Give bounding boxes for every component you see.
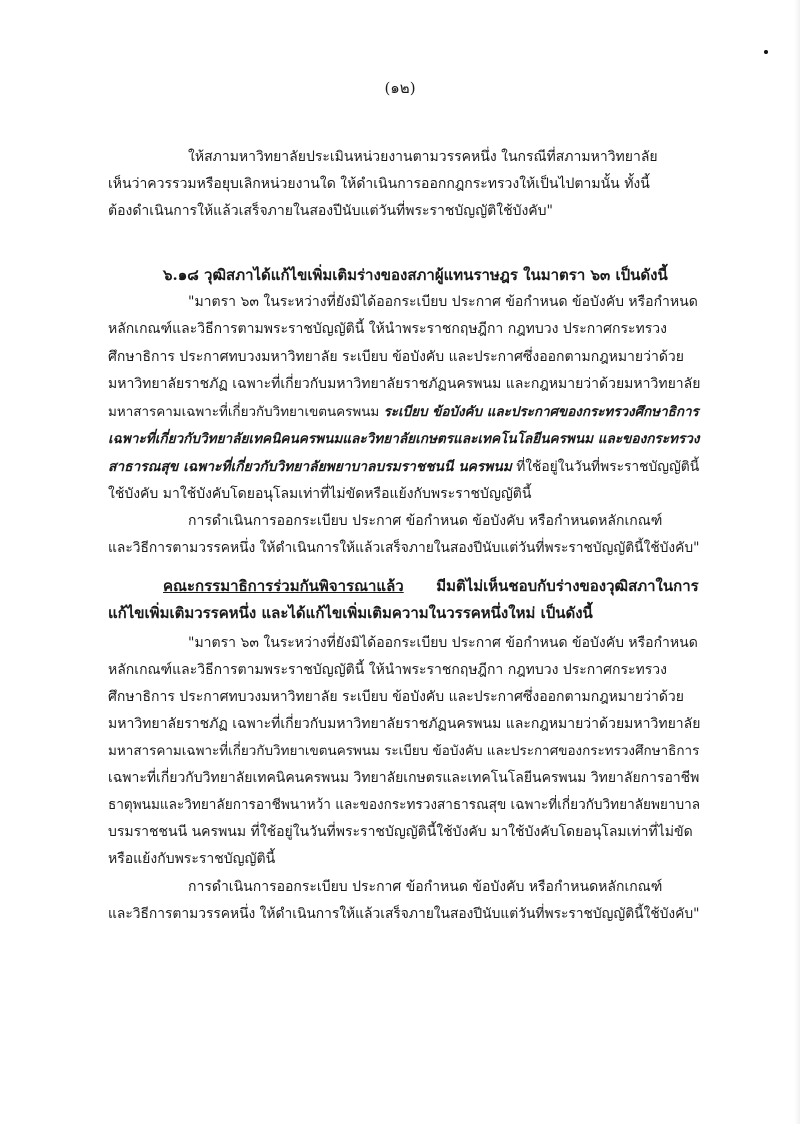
paragraph-line: มหาวิทยาลัยราชภัฏ เฉพาะที่เกี่ยวกับมหาวิทยาลัยราชภัฏนครพนม และกฎหมายว่าด้วยมหาวิทยาลัย	[108, 376, 701, 392]
paragraph-line: มหาสารคามเฉพาะที่เกี่ยวกับวิทยาเขตนครพนม ระเบียบ ข้อบังคับ และประกาศของกระทรวงศึกษาธิการ	[108, 743, 700, 759]
committee-line	[163, 577, 699, 595]
scan-edge	[794, 0, 800, 1124]
paragraph-line: และวิธีการตามวรรคหนึ่ง ให้ดำเนินการให้แล้วเสร็จภายในสองปีนับแต่วันที่พระราชบัญญัตินี้ใช้บังคับ"	[108, 906, 700, 922]
paragraph-line: เห็นว่าควรรวมหรือยุบเลิกหน่วยงานใด ให้ดำเนินการออกกฎกระทรวงให้เป็นไปตามนั้น ทั้งนี้	[108, 176, 650, 192]
committee-label: คณะกรรมาธิการร่วมกันพิจารณาแล้ว	[163, 577, 404, 595]
plain-text: มหาสารคามเฉพาะที่เกี่ยวกับวิทยาเขตนครพนม	[108, 405, 380, 420]
committee-line: แก้ไขเพิ่มเติมวรรคหนึ่ง และได้แก้ไขเพิ่มเติมความในวรรคหนึ่งใหม่ เป็นดังนี้	[108, 604, 593, 622]
emphasized-text: สาธารณสุข เฉพาะที่เกี่ยวกับวิทยาลัยพยาบาลบรมราชชนนี นครพนม	[108, 459, 512, 475]
paragraph-line: ธาตุพนมและวิทยาลัยการอาชีพนาหว้า และของกระทรวงสาธารณสุข เฉพาะที่เกี่ยวกับวิทยาลัยพยาบาล	[108, 797, 701, 813]
scan-speck	[764, 50, 768, 54]
paragraph-line: บรมราชชนนี นครพนม ที่ใช้อยู่ในวันที่พระราชบัญญัตินี้ใช้บังคับ มาใช้บังคับโดยอนุโลมเท่าที่ไม่ขัด	[108, 824, 693, 840]
paragraph-line: หลักเกณฑ์และวิธีการตามพระราชบัญญัตินี้ ให้นำพระราชกฤษฎีกา กฎทบวง ประกาศกระทรวง	[108, 662, 667, 678]
paragraph-line: ให้สภามหาวิทยาลัยประเมินหน่วยงานตามวรรคหนึ่ง ในกรณีที่สภามหาวิทยาลัย	[188, 149, 658, 165]
plain-text: ที่ใช้อยู่ในวันที่พระราชบัญญัตินี้	[516, 459, 700, 475]
committee-resolution: มีมติไม่เห็นชอบกับร่างของวุฒิสภาในการ	[436, 577, 699, 595]
paragraph-line: เฉพาะที่เกี่ยวกับวิทยาลัยเทคนิคนครพนม วิทยาลัยเกษตรและเทคโนโลยีนครพนม วิทยาลัยการอาชีพ	[108, 770, 700, 786]
paragraph-line: มหาวิทยาลัยราชภัฏ เฉพาะที่เกี่ยวกับมหาวิทยาลัยราชภัฏนครพนม และกฎหมายว่าด้วยมหาวิทยาลัย	[108, 716, 701, 732]
paragraph-line: การดำเนินการออกระเบียบ ประกาศ ข้อกำหนด ข้อบังคับ หรือกำหนดหลักเกณฑ์	[188, 513, 663, 529]
paragraph-line: การดำเนินการออกระเบียบ ประกาศ ข้อกำหนด ข้อบังคับ หรือกำหนดหลักเกณฑ์	[188, 879, 663, 895]
paragraph-line: และวิธีการตามวรรคหนึ่ง ให้ดำเนินการให้แล้วเสร็จภายในสองปีนับแต่วันที่พระราชบัญญัตินี้ใช้บังคับ"	[108, 540, 700, 556]
paragraph-line: ใช้บังคับ มาใช้บังคับโดยอนุโลมเท่าที่ไม่ขัดหรือแย้งกับพระราชบัญญัตินี้	[108, 486, 532, 502]
paragraph-line	[108, 403, 699, 422]
paragraph-line: ต้องดำเนินการให้แล้วเสร็จภายในสองปีนับแต่วันที่พระราชบัญญัติใช้บังคับ"	[108, 203, 553, 219]
section-heading: ๖.๑๘ วุฒิสภาได้แก้ไขเพิ่มเติมร่างของสภาผู้แทนราษฎร ในมาตรา ๖๓ เป็นดังนี้	[163, 266, 668, 284]
paragraph-line: ศึกษาธิการ ประกาศทบวงมหาวิทยาลัย ระเบียบ ข้อบังคับ และประกาศซึ่งออกตามกฎหมายว่าด้วย	[108, 689, 684, 705]
paragraph-line	[108, 458, 699, 476]
emphasized-line: เฉพาะที่เกี่ยวกับวิทยาลัยเทคนิคนครพนมและวิทยาลัยเกษตรและเทคโนโลยีนครพนม และของกระทรวง	[108, 431, 700, 447]
paragraph-line: "มาตรา ๖๓ ในระหว่างที่ยังมิได้ออกระเบียบ ประกาศ ข้อกำหนด ข้อบังคับ หรือกำหนด	[188, 294, 698, 310]
paragraph-line: หรือแย้งกับพระราชบัญญัตินี้	[108, 851, 276, 867]
paragraph-line: "มาตรา ๖๓ ในระหว่างที่ยังมิได้ออกระเบียบ ประกาศ ข้อกำหนด ข้อบังคับ หรือกำหนด	[188, 635, 698, 651]
paragraph-line: หลักเกณฑ์และวิธีการตามพระราชบัญญัตินี้ ให้นำพระราชกฤษฎีกา กฎทบวง ประกาศกระทรวง	[108, 321, 667, 337]
page-number: (๑๒)	[384, 79, 416, 97]
paragraph-line: ศึกษาธิการ ประกาศทบวงมหาวิทยาลัย ระเบียบ ข้อบังคับ และประกาศซึ่งออกตามกฎหมายว่าด้วย	[108, 349, 684, 365]
emphasized-text: ระเบียบ ข้อบังคับ และประกาศของกระทรวงศึกษาธิการ	[383, 404, 699, 420]
